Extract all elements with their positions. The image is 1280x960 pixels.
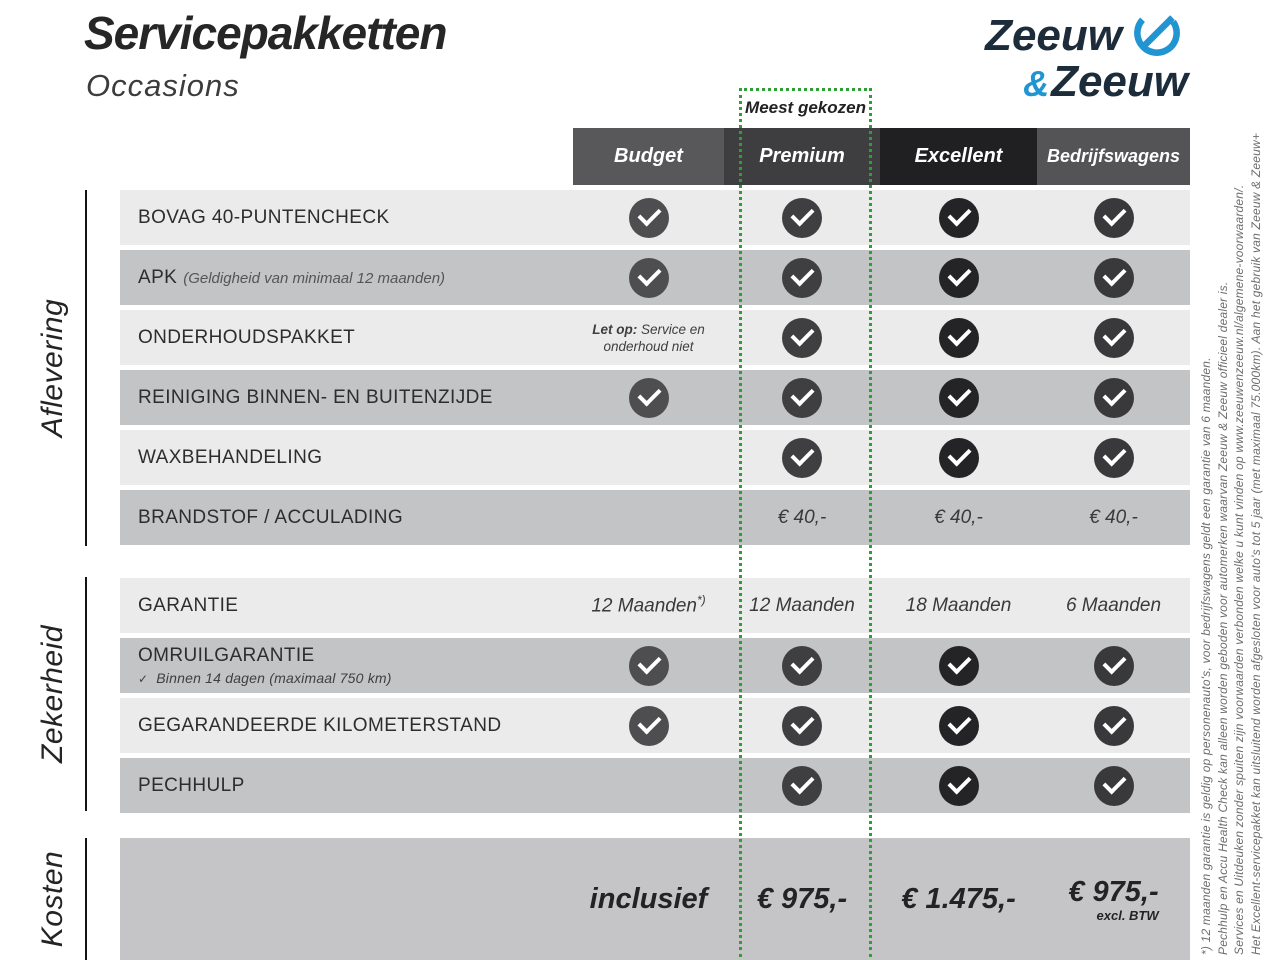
cell-premium (724, 490, 880, 545)
row-subnote: ✓ Binnen 14 dagen (maximaal 750 km) (138, 670, 392, 686)
cell-bedrijfswagens (1037, 370, 1190, 425)
fine-print-line: Het Excellent-servicepakket kan uitsluitend worden afgesloten voor auto's tot 5 jaar (met maximaal 75.000km). Aan het gebruik van Zeeuw & Zeeuw+ (1248, 132, 1263, 955)
check-icon (939, 198, 979, 238)
check-icon (939, 318, 979, 358)
check-icon (939, 766, 979, 806)
cell-budget-empty (573, 490, 724, 545)
cell-budget-empty (573, 758, 724, 813)
cell-value: 12 Maanden (749, 594, 855, 616)
check-icon (629, 198, 669, 238)
check-icon (1094, 438, 1134, 478)
logo-line2 (985, 57, 1188, 106)
check-icon (782, 198, 822, 238)
price-value: € 975,- (756, 882, 848, 915)
cell-budget (573, 578, 724, 633)
table-row (120, 578, 1190, 633)
row-label: BOVAG 40-PUNTENCHECK (138, 206, 390, 228)
cell-value: € 40,- (1089, 506, 1138, 528)
cell-value: € 40,- (777, 506, 827, 528)
price-note: excl. BTW (1096, 907, 1159, 923)
cell-excellent (880, 578, 1037, 633)
check-icon (782, 258, 822, 298)
cell-excellent (880, 758, 1037, 813)
check-icon (1094, 646, 1134, 686)
check-icon (1094, 766, 1134, 806)
cell-bedrijfswagens (1037, 698, 1190, 753)
cell-excellent (880, 698, 1037, 753)
logo-text-zeeuw: Zeeuw (985, 11, 1122, 60)
column-header-bedrijfswagens: Bedrijfswagens (1037, 128, 1190, 185)
logo-text-zeeuw2: Zeeuw (1051, 57, 1188, 106)
page-subtitle: Occasions (86, 68, 240, 103)
cell-excellent (880, 190, 1037, 245)
price-value: € 975,- (1068, 875, 1159, 908)
cell-bedrijfswagens (1037, 190, 1190, 245)
table-row (120, 638, 1190, 693)
cell-budget-empty (573, 430, 724, 485)
price-value: inclusief (589, 882, 708, 915)
swoosh-z-icon (1126, 8, 1188, 58)
cell-excellent (880, 490, 1037, 545)
cell-premium (724, 310, 880, 365)
table-row (120, 250, 1190, 305)
cell-premium (724, 638, 880, 693)
check-icon (629, 258, 669, 298)
check-icon (939, 706, 979, 746)
section-label-aflevering: Aflevering (36, 298, 69, 438)
table-row (120, 490, 1190, 545)
check-icon (1094, 258, 1134, 298)
table-row (120, 698, 1190, 753)
row-label: GARANTIE (138, 594, 239, 616)
row-label: REINIGING BINNEN- EN BUITENZIJDE (138, 386, 493, 408)
cell-premium (724, 698, 880, 753)
cell-excellent (880, 310, 1037, 365)
check-icon (939, 646, 979, 686)
check-icon (939, 438, 979, 478)
cell-bedrijfswagens (1037, 758, 1190, 813)
cell-bedrijfswagens (1037, 838, 1190, 960)
cell-budget (573, 838, 724, 960)
check-icon (782, 438, 822, 478)
letop-note: Let op: Service en onderhoud niet (592, 321, 705, 354)
cell-premium (724, 430, 880, 485)
table-row (120, 758, 1190, 813)
cell-excellent (880, 370, 1037, 425)
check-icon (1094, 198, 1134, 238)
check-icon (782, 706, 822, 746)
small-check-icon: ✓ (138, 672, 149, 686)
cell-budget (573, 370, 724, 425)
cell-bedrijfswagens (1037, 490, 1190, 545)
table-row (120, 430, 1190, 485)
check-icon (939, 258, 979, 298)
cell-excellent (880, 430, 1037, 485)
table-row (120, 310, 1190, 365)
cell-premium (724, 250, 880, 305)
cell-budget (573, 638, 724, 693)
row-label: ONDERHOUDSPAKKET (138, 326, 356, 348)
cell-premium (724, 190, 880, 245)
row-label: WAXBEHANDELING (138, 446, 323, 468)
footnote-marker: *) (696, 593, 706, 608)
page-title: Servicepakketten (84, 7, 447, 59)
column-header-excellent: Excellent (880, 128, 1037, 185)
row-label: PECHHULP (138, 774, 245, 796)
column-header-premium: Premium (724, 128, 880, 185)
row-label: GEGARANDEERDE KILOMETERSTAND (138, 714, 502, 736)
check-icon (1094, 706, 1134, 746)
fine-print (1198, 127, 1264, 955)
logo-ampersand: & (1023, 63, 1050, 104)
column-header-budget: Budget (573, 128, 724, 185)
check-icon (1094, 318, 1134, 358)
check-icon (1094, 378, 1134, 418)
check-icon (782, 378, 822, 418)
cell-premium (724, 838, 880, 960)
cell-budget (573, 698, 724, 753)
zeeuw-zeeuw-logo (985, 8, 1188, 104)
row-label: APK (138, 266, 178, 288)
check-icon (939, 378, 979, 418)
check-icon (782, 766, 822, 806)
cell-budget (573, 310, 724, 365)
cell-premium (724, 758, 880, 813)
table-row (120, 370, 1190, 425)
cell-value: 6 Maanden (1065, 594, 1162, 616)
cell-value: 12 Maanden*) (591, 593, 706, 617)
cell-bedrijfswagens (1037, 310, 1190, 365)
most-chosen-label: Meest gekozen (745, 98, 866, 117)
row-label: BRANDSTOF / ACCULADING (138, 506, 403, 528)
check-icon (629, 706, 669, 746)
row-note: (Geldigheid van minimaal 12 maanden) (183, 269, 446, 287)
cell-bedrijfswagens (1037, 578, 1190, 633)
cell-excellent (880, 638, 1037, 693)
check-icon (629, 646, 669, 686)
section-divider-kosten (85, 838, 87, 960)
row-label: OMRUILGARANTIE (138, 645, 315, 666)
logo-line1 (985, 8, 1188, 58)
cell-value: 18 Maanden (905, 594, 1012, 616)
cell-bedrijfswagens (1037, 430, 1190, 485)
cell-value: € 40,- (934, 506, 983, 528)
section-label-zekerheid: Zekerheid (36, 625, 69, 763)
cell-premium (724, 370, 880, 425)
check-icon (782, 646, 822, 686)
cell-bedrijfswagens (1037, 638, 1190, 693)
section-label-kosten: Kosten (36, 850, 69, 948)
cell-premium (724, 578, 880, 633)
fine-print-line: *) 12 maanden garantie is geldig op personenauto's, voor bedrijfswagens geldt een garantie van 6 maanden. (1199, 357, 1213, 955)
fine-print-line: Services en Uitdeuken zonder spuiten zijn voorwaarden verbonden welke u kunt vinden op www.zeeuwenzeeuw.nl/algemene-voorwaarden/. (1232, 184, 1246, 955)
section-divider-aflevering (85, 190, 87, 546)
fine-print-line: Pechhulp en Accu Health Check kan alleen worden geboden voor automerken waarvan Zeeuw & Zeeuw officieel dealer is. (1215, 281, 1230, 955)
price-value: € 1.475,- (901, 882, 1016, 915)
cell-budget (573, 250, 724, 305)
cell-budget (573, 190, 724, 245)
check-icon (629, 378, 669, 418)
cell-excellent (880, 250, 1037, 305)
kosten-row (120, 838, 1190, 960)
section-divider-zekerheid (85, 577, 87, 811)
cell-excellent (880, 838, 1037, 960)
table-row (120, 190, 1190, 245)
check-icon (782, 318, 822, 358)
cell-bedrijfswagens (1037, 250, 1190, 305)
